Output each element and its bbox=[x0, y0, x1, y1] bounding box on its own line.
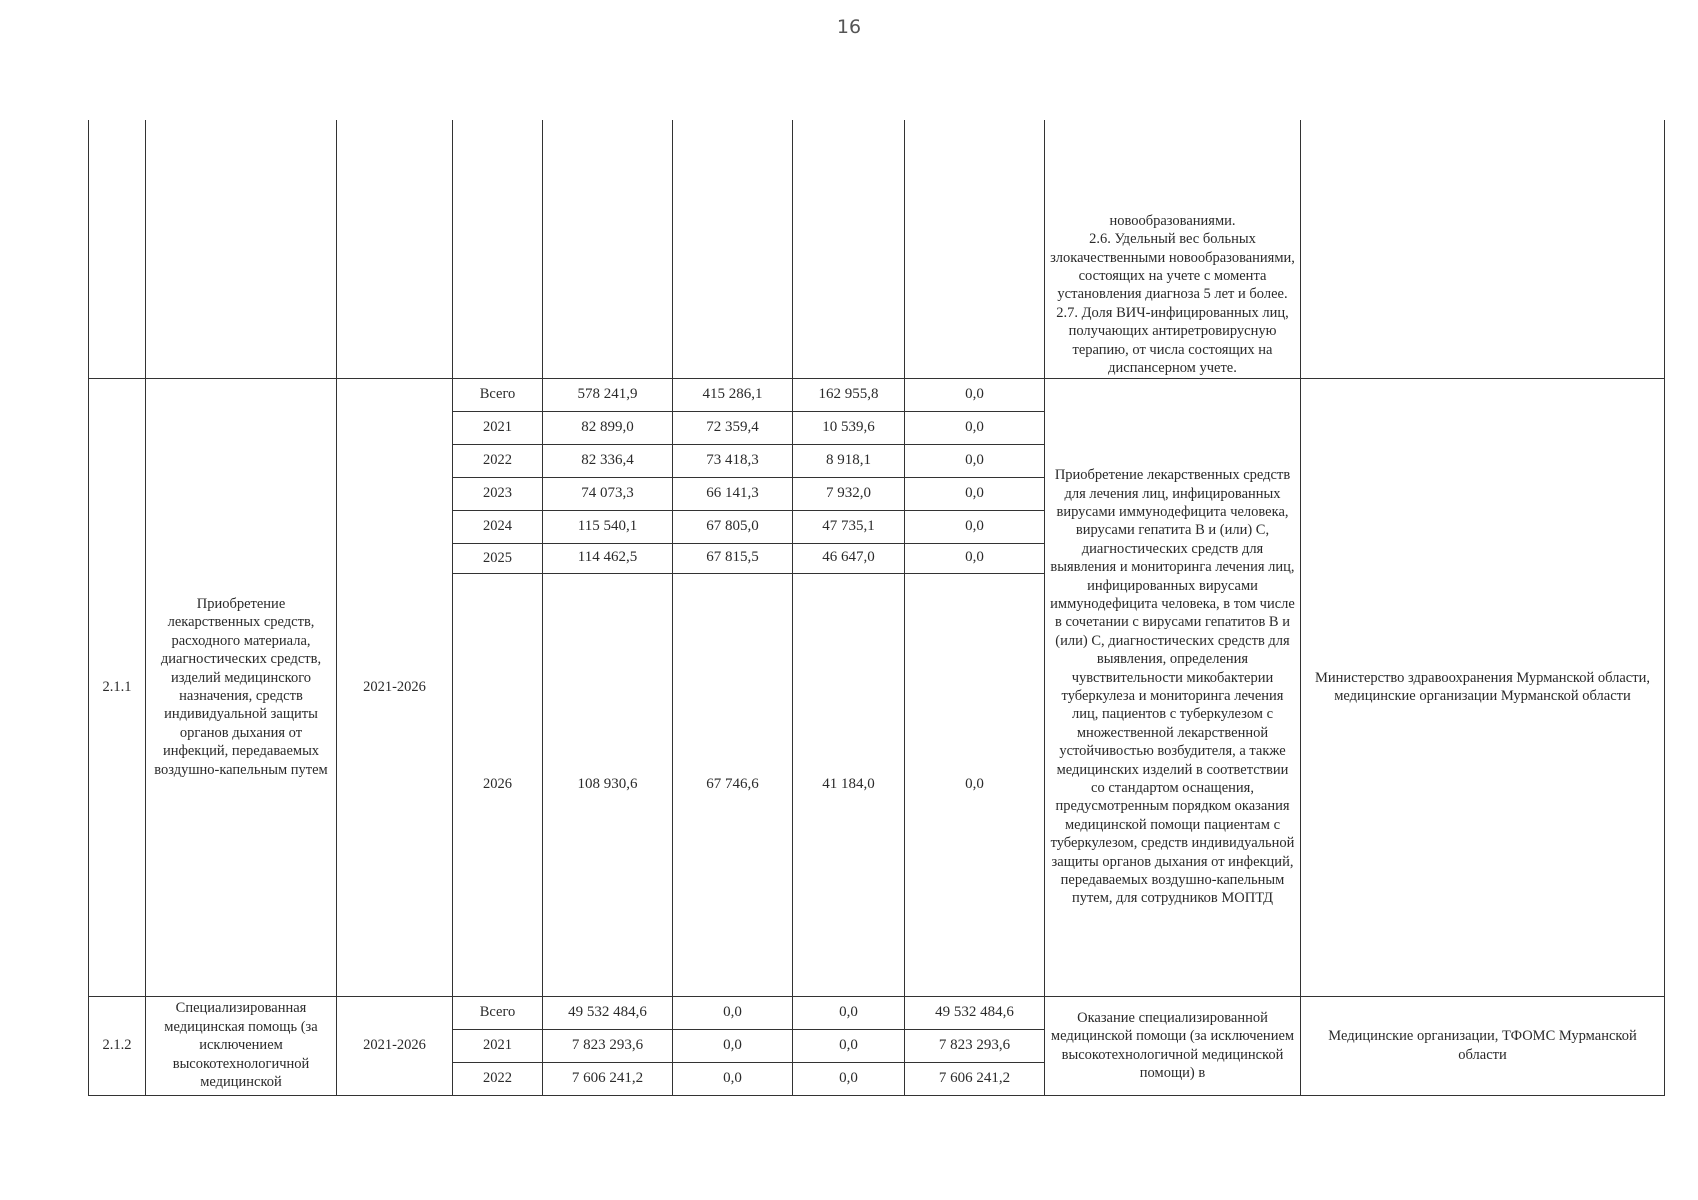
other-cell: 0,0 bbox=[905, 510, 1045, 543]
federal-cell: 0,0 bbox=[793, 1029, 905, 1062]
other-cell: 0,0 bbox=[905, 444, 1045, 477]
other-cell: 7 606 241,2 bbox=[905, 1062, 1045, 1095]
activity-executor: Медицинские организации, ТФОМС Мурманской области bbox=[1301, 996, 1665, 1095]
year-cell: Всего bbox=[453, 996, 543, 1029]
total-cell: 7 823 293,6 bbox=[543, 1029, 673, 1062]
federal-cell: 41 184,0 bbox=[793, 573, 905, 996]
federal-cell: 8 918,1 bbox=[793, 444, 905, 477]
activity-code: 2.1.2 bbox=[89, 996, 146, 1095]
year-cell: 2026 bbox=[453, 573, 543, 996]
regional-cell: 66 141,3 bbox=[673, 477, 793, 510]
regional-cell: 0,0 bbox=[673, 1029, 793, 1062]
activity-period: 2021-2026 bbox=[337, 378, 453, 996]
other-cell: 0,0 bbox=[905, 411, 1045, 444]
other-cell: 0,0 bbox=[905, 378, 1045, 411]
program-activities-table bbox=[88, 120, 1665, 1096]
total-cell: 49 532 484,6 bbox=[543, 996, 673, 1029]
year-cell: 2021 bbox=[453, 411, 543, 444]
regional-cell: 67 746,6 bbox=[673, 573, 793, 996]
table-row bbox=[89, 378, 1665, 411]
total-cell: 114 462,5 bbox=[543, 543, 673, 573]
total-cell: 7 606 241,2 bbox=[543, 1062, 673, 1095]
continuation-row bbox=[89, 120, 1665, 378]
federal-cell: 10 539,6 bbox=[793, 411, 905, 444]
activity-name: Специализированная медицинская помощь (за исключением высокотехнологичной медицинской bbox=[146, 996, 337, 1095]
total-cell: 82 336,4 bbox=[543, 444, 673, 477]
year-cell: Всего bbox=[453, 378, 543, 411]
other-cell: 0,0 bbox=[905, 543, 1045, 573]
activity-name: Приобретение лекарственных средств, расходного материала, диагностических средств, изделий медицинского назначения, средств индивидуальной защиты органов дыхания от инфекций, передаваемых воздушно-капельным путем bbox=[146, 378, 337, 996]
year-cell: 2022 bbox=[453, 1062, 543, 1095]
regional-cell: 0,0 bbox=[673, 996, 793, 1029]
regional-cell: 0,0 bbox=[673, 1062, 793, 1095]
year-cell: 2021 bbox=[453, 1029, 543, 1062]
regional-cell: 73 418,3 bbox=[673, 444, 793, 477]
table-row bbox=[89, 996, 1665, 1029]
activity-executor: Министерство здравоохранения Мурманской области, медицинские организации Мурманской области bbox=[1301, 378, 1665, 996]
page-number: 16 bbox=[836, 16, 862, 38]
federal-cell: 46 647,0 bbox=[793, 543, 905, 573]
activity-code: 2.1.1 bbox=[89, 378, 146, 996]
year-cell: 2022 bbox=[453, 444, 543, 477]
activity-period: 2021-2026 bbox=[337, 996, 453, 1095]
regional-cell: 67 815,5 bbox=[673, 543, 793, 573]
year-cell: 2023 bbox=[453, 477, 543, 510]
activity-result: Оказание специализированной медицинской помощи (за исключением высокотехнологичной медицинской помощи) в bbox=[1045, 996, 1301, 1095]
total-cell: 578 241,9 bbox=[543, 378, 673, 411]
regional-cell: 415 286,1 bbox=[673, 378, 793, 411]
total-cell: 108 930,6 bbox=[543, 573, 673, 996]
year-cell: 2024 bbox=[453, 510, 543, 543]
other-cell: 49 532 484,6 bbox=[905, 996, 1045, 1029]
activity-result: Приобретение лекарственных средств для лечения лиц, инфицированных вирусами иммунодефицита человека, вирусами гепатита В и (или) С, диагностических средств для выявления и мониторинга лечения лиц, инфицированных вирусами иммунодефицита человека, в том числе в сочетании с вирусами гепатитов В и (или) С, диагностических средств для выявления, определения чувствительности микобактерии туберкулеза и мониторинга лечения лиц, пациентов с туберкулезом с множественной лекарственной устойчивостью возбудителя, а также медицинских изделий в соответствии со стандартом оснащения, предусмотренным порядком оказания медицинской помощи пациентам с туберкулезом, средств индивидуальной защиты органов дыхания от инфекций, передаваемых воздушно-капельным путем, для сотрудников МОПТД bbox=[1045, 378, 1301, 996]
federal-cell: 0,0 bbox=[793, 1062, 905, 1095]
year-cell: 2025 bbox=[453, 543, 543, 573]
total-cell: 82 899,0 bbox=[543, 411, 673, 444]
total-cell: 115 540,1 bbox=[543, 510, 673, 543]
other-cell: 7 823 293,6 bbox=[905, 1029, 1045, 1062]
indicators-text: новообразованиями. 2.6. Удельный вес больных злокачественными новообразованиями, состоящих на учете с момента установления диагноза 5 лет и более. 2.7. Доля ВИЧ-инфицированных лиц, получающих антиретровирусную терапию, от числа состоящих на диспансерном учете. bbox=[1045, 120, 1301, 378]
regional-cell: 72 359,4 bbox=[673, 411, 793, 444]
federal-cell: 47 735,1 bbox=[793, 510, 905, 543]
other-cell: 0,0 bbox=[905, 477, 1045, 510]
total-cell: 74 073,3 bbox=[543, 477, 673, 510]
federal-cell: 0,0 bbox=[793, 996, 905, 1029]
federal-cell: 162 955,8 bbox=[793, 378, 905, 411]
federal-cell: 7 932,0 bbox=[793, 477, 905, 510]
other-cell: 0,0 bbox=[905, 573, 1045, 996]
regional-cell: 67 805,0 bbox=[673, 510, 793, 543]
